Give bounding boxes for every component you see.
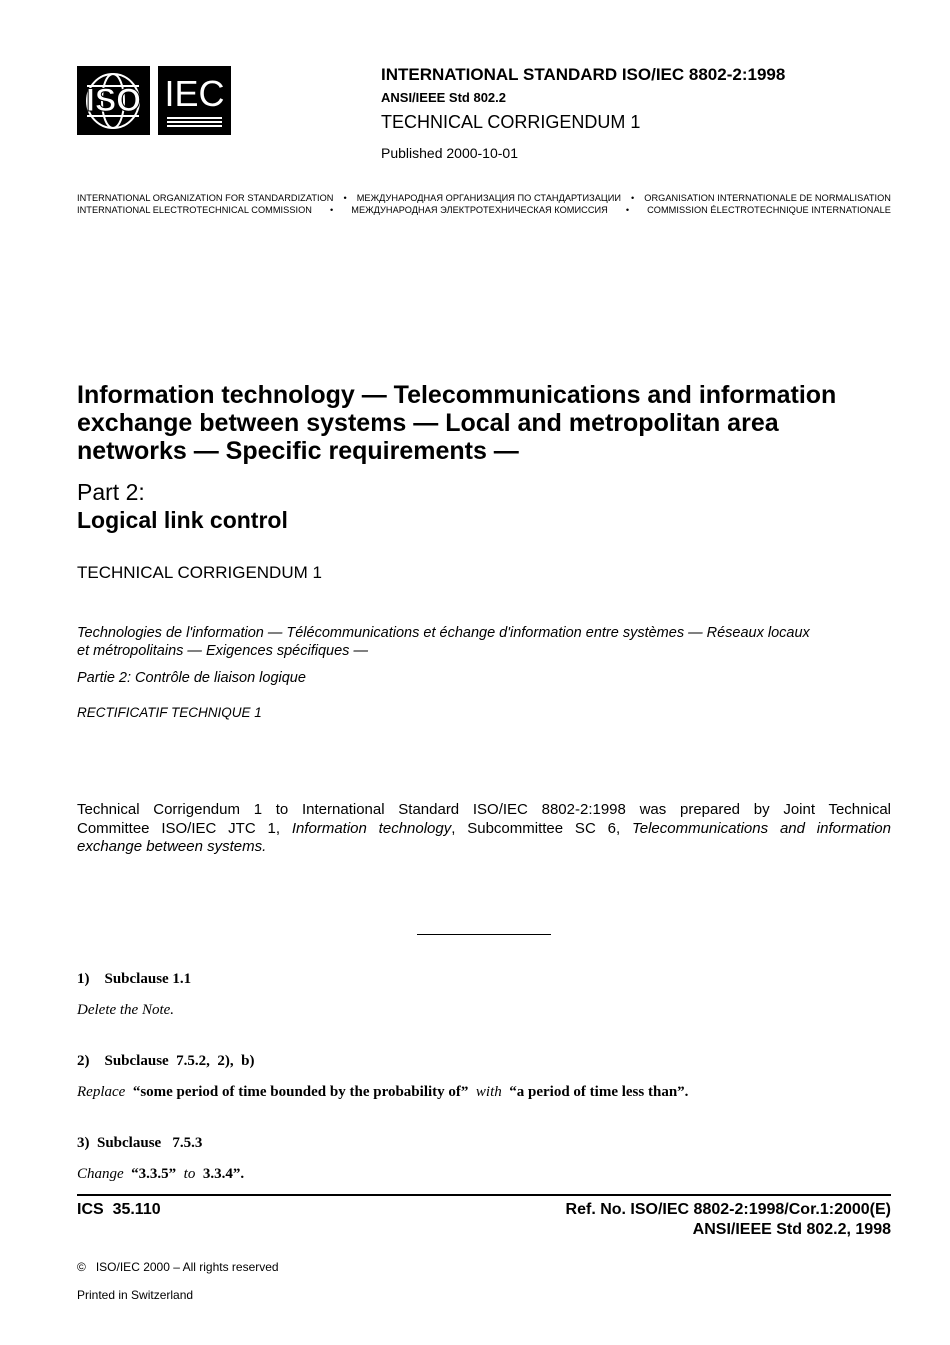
foreword-text: Committee ISO/IEC JTC 1, <box>77 819 292 837</box>
org-iso-fr: ORGANISATION INTERNATIONALE DE NORMALISATION <box>644 193 891 203</box>
correction-verb: Change <box>77 1166 124 1182</box>
correction-to: to <box>183 1166 196 1182</box>
correction-3-instruction <box>77 1166 244 1183</box>
title-line-3: networks — Specific requirements — <box>77 437 519 465</box>
ics-code: ICS 35.110 <box>77 1201 161 1218</box>
org-iso-ru: МЕЖДУНАРОДНАЯ ОРГАНИЗАЦИЯ ПО СТАНДАРТИЗАЦИИ <box>356 193 622 203</box>
org-separator: • <box>343 193 347 203</box>
title-line-2: exchange between systems — Local and metropolitan area <box>77 409 779 437</box>
correction-2-heading: 2) Subclause 7.5.2, 2), b) <box>77 1053 255 1069</box>
org-iec-en: INTERNATIONAL ELECTROTECHNICAL COMMISSION <box>77 205 312 215</box>
part-title: Logical link control <box>77 507 288 533</box>
section-divider <box>417 934 551 935</box>
foreword-text: , Subcommittee SC 6, <box>451 819 632 837</box>
correction-verb: Replace <box>77 1084 126 1100</box>
iec-lines-icon <box>158 66 231 135</box>
french-part: Partie 2: Contrôle de liaison logique <box>77 670 306 686</box>
correction-new-text: 3.3.4”. <box>202 1166 245 1182</box>
ansi-reference: ANSI/IEEE Std 802.2, 1998 <box>692 1221 891 1238</box>
correction-2-instruction <box>77 1084 688 1101</box>
foreword-line-1-text: Technical Corrigendum 1 to International Standard ISO/IEC 8802-2:1998 was prepared by Joint Technical <box>77 801 891 818</box>
foreword-paragraph <box>77 801 891 857</box>
french-title-line-1: Technologies de l'information — Télécommunications et échange d'information entre systèmes — Réseaux locaux <box>77 625 810 641</box>
foreword-italic: Information technology <box>291 819 452 837</box>
iso-logo <box>77 66 150 135</box>
org-line-2 <box>77 205 891 215</box>
printed-in: Printed in Switzerland <box>77 1288 194 1302</box>
org-separator: • <box>631 193 635 203</box>
correction-3-heading: 3) Subclause 7.5.3 <box>77 1135 203 1151</box>
part-label: Part 2: <box>77 479 145 505</box>
french-title <box>77 624 907 660</box>
copyright: © ISO/IEC 2000 – All rights reserved <box>77 1260 279 1274</box>
iec-logo <box>158 66 231 135</box>
french-title-line-2: et métropolitains — Exigences spécifiques — <box>77 643 368 659</box>
correction-with: with <box>475 1084 502 1100</box>
org-separator: • <box>625 205 630 215</box>
org-iso-en: INTERNATIONAL ORGANIZATION FOR STANDARDIZATION <box>77 193 334 203</box>
foreword-line-2 <box>77 820 891 839</box>
correction-1-instruction: Delete the Note. <box>77 1002 175 1018</box>
org-line-1 <box>77 193 891 203</box>
iso-logo-text: ISO <box>85 82 142 118</box>
foreword-line-1 <box>77 801 891 820</box>
correction-1-heading: 1) Subclause 1.1 <box>77 971 192 987</box>
reference-number: Ref. No. ISO/IEC 8802-2:1998/Cor.1:2000(E) <box>565 1201 891 1218</box>
org-iec-ru: МЕЖДУНАРОДНАЯ ЭЛЕКТРОТЕХНИЧЕСКАЯ КОМИССИЯ <box>351 205 608 215</box>
published-date: Published 2000-10-01 <box>381 145 518 161</box>
foreword-italic: Telecommunications and information <box>631 819 891 837</box>
title-line-1: Information technology — Telecommunications and information <box>77 381 837 409</box>
standard-title: INTERNATIONAL STANDARD ISO/IEC 8802-2:1998 <box>381 65 786 84</box>
correction-new-text: “a period of time less than”. <box>509 1084 689 1100</box>
correction-old-text: “3.3.5” <box>131 1166 177 1182</box>
foreword-line-3: exchange between systems. <box>77 838 267 855</box>
correction-old-text: “some period of time bounded by the probability of” <box>132 1084 469 1100</box>
org-separator: • <box>329 205 334 215</box>
standard-subtitle: ANSI/IEEE Std 802.2 <box>381 90 506 105</box>
french-rectificatif: RECTIFICATIF TECHNIQUE 1 <box>77 705 262 720</box>
footer-rule <box>77 1194 891 1196</box>
title-corrigendum: TECHNICAL CORRIGENDUM 1 <box>77 563 322 582</box>
document-title <box>77 381 917 465</box>
org-iec-fr: COMMISSION ÉLECTROTECHNIQUE INTERNATIONALE <box>647 205 891 215</box>
header-corrigendum: TECHNICAL CORRIGENDUM 1 <box>381 112 641 132</box>
iec-logo-text: IEC <box>164 73 225 114</box>
